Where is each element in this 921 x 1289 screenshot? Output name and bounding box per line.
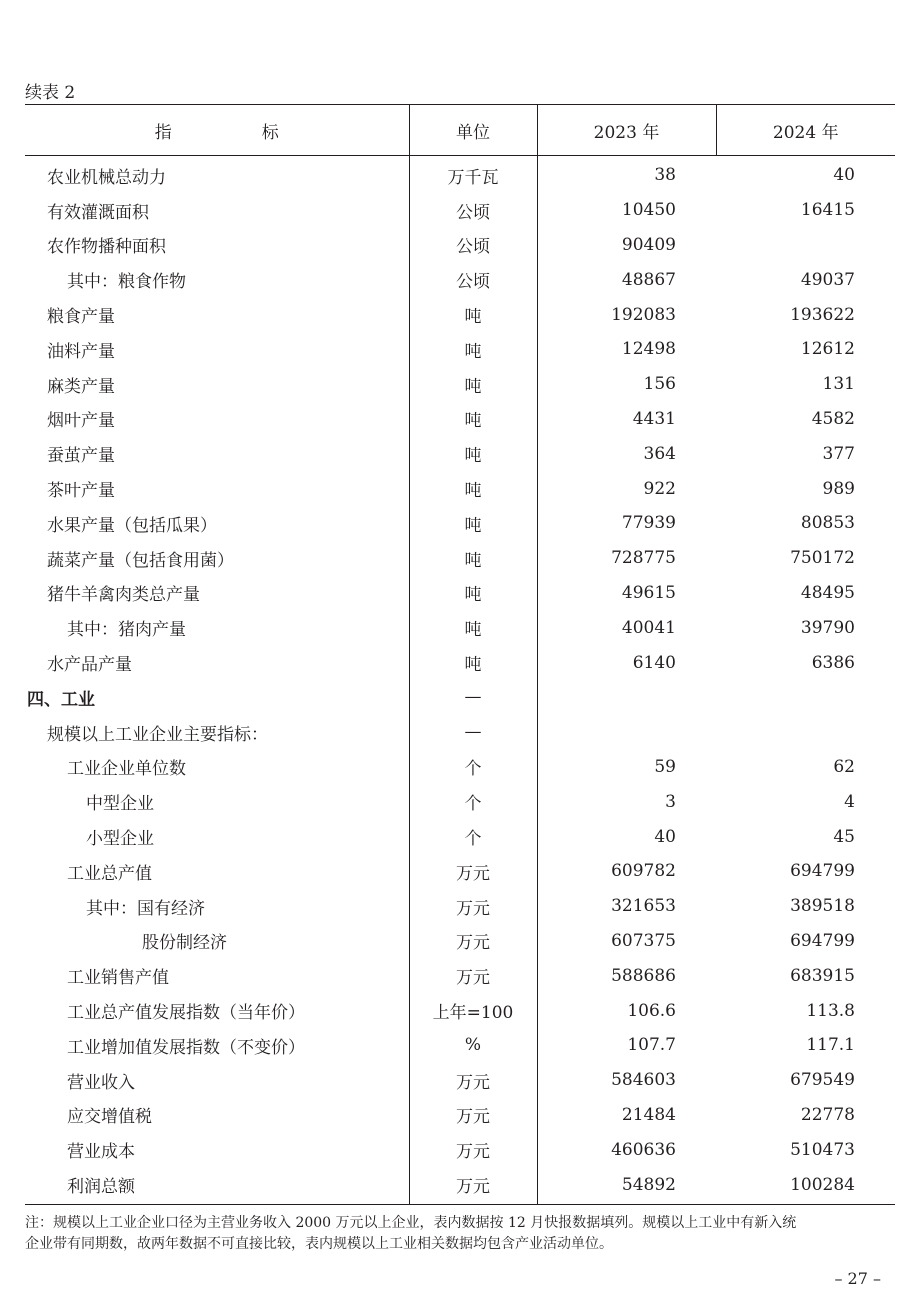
row-value-2024	[716, 715, 895, 750]
row-unit: 公顷	[409, 262, 537, 297]
row-indicator: 农作物播种面积	[47, 237, 166, 258]
row-value-2023: 40	[654, 826, 676, 847]
row-value-2023: 21484	[621, 1104, 676, 1125]
row-value-2023: 10450	[621, 200, 676, 221]
header-unit: 单位	[409, 105, 537, 156]
row-indicator: 规模以上工业企业主要指标：	[47, 724, 268, 745]
row-value-2023: 40041	[621, 617, 676, 638]
row-value-2024: 193622	[790, 304, 855, 325]
row-value-2023: 609782	[611, 861, 676, 882]
row-value-2024: 100284	[716, 1167, 895, 1204]
row-unit: 万元	[409, 854, 537, 889]
table-row	[25, 297, 895, 332]
header-indicator-b: 标	[261, 122, 279, 143]
row-unit: 吨	[409, 332, 537, 367]
table-row	[25, 541, 895, 576]
table-row	[25, 819, 895, 854]
row-value-2024: 49037	[800, 269, 855, 290]
table-row	[25, 1063, 895, 1098]
row-value-2023: 156	[643, 374, 676, 395]
row-value-2023: 922	[643, 478, 676, 499]
header-year-2024: 2024 年	[716, 105, 895, 156]
table-row	[25, 958, 895, 993]
row-value-2023: 6140	[632, 652, 676, 673]
row-value-2023: 107.7	[627, 1035, 676, 1056]
row-unit: 吨	[409, 541, 537, 576]
row-indicator: 有效灌溉面积	[47, 202, 149, 223]
row-value-2024: 4582	[811, 408, 855, 429]
row-value-2024: 694799	[790, 861, 855, 882]
row-unit: 吨	[409, 436, 537, 471]
row-unit: 吨	[409, 506, 537, 541]
row-value-2023: 90409	[621, 234, 676, 255]
row-indicator: 工业总产值	[67, 863, 152, 884]
row-value-2023: 49615	[621, 582, 676, 603]
row-unit: 吨	[409, 576, 537, 611]
row-value-2023: 12498	[621, 339, 676, 360]
table-row	[25, 436, 895, 471]
row-unit: 个	[409, 784, 537, 819]
table-row	[25, 193, 895, 228]
header-indicator	[25, 105, 409, 156]
row-unit: 上年=100	[409, 993, 537, 1028]
row-indicator: 营业成本	[67, 1142, 135, 1163]
table-row	[25, 680, 895, 715]
row-value-2024: 389518	[790, 896, 855, 917]
table-row	[25, 715, 895, 750]
row-value-2024: 131	[822, 374, 855, 395]
row-value-2024: 6386	[811, 652, 855, 673]
row-indicator: 麻类产量	[47, 376, 115, 397]
row-unit: 吨	[409, 645, 537, 680]
header-year-2023: 2023 年	[537, 105, 716, 156]
row-unit: —	[409, 680, 537, 715]
table-row	[25, 610, 895, 645]
row-value-2024: 4	[844, 791, 855, 812]
row-value-2023: 54892	[537, 1167, 716, 1204]
table-row	[25, 784, 895, 819]
table-row	[25, 924, 895, 959]
row-value-2024: 12612	[800, 339, 855, 360]
row-unit: 公顷	[409, 193, 537, 228]
footnote	[25, 1213, 905, 1255]
row-value-2023: 77939	[621, 513, 676, 534]
row-value-2023: 38	[654, 165, 676, 186]
row-indicator: 其中：国有经济	[86, 898, 205, 919]
table-row	[25, 367, 895, 402]
row-indicator: 其中：粮食作物	[67, 272, 186, 293]
row-value-2024	[716, 228, 895, 263]
row-unit: 万元	[409, 889, 537, 924]
row-value-2024: 40	[833, 165, 855, 186]
row-value-2024: 48495	[800, 582, 855, 603]
row-value-2023: 364	[643, 443, 676, 464]
row-indicator: 工业总产值发展指数（当年价）	[67, 1003, 305, 1024]
row-value-2023: 460636	[611, 1139, 676, 1160]
row-value-2024: 39790	[800, 617, 855, 638]
row-indicator: 利润总额	[25, 1167, 409, 1204]
row-value-2024	[716, 680, 895, 715]
row-value-2024: 16415	[800, 200, 855, 221]
row-value-2023: 106.6	[627, 1000, 676, 1021]
table-body	[25, 156, 895, 1205]
row-unit: —	[409, 715, 537, 750]
row-indicator: 蔬菜产量（包括食用菌）	[47, 550, 234, 571]
table-row	[25, 750, 895, 785]
row-indicator: 应交增值税	[67, 1107, 152, 1128]
table-row	[25, 993, 895, 1028]
row-indicator: 水果产量（包括瓜果）	[47, 515, 217, 536]
table-row	[25, 1167, 895, 1204]
statistics-table	[25, 104, 895, 1205]
row-value-2023: 4431	[632, 408, 676, 429]
row-value-2023: 588686	[611, 965, 676, 986]
row-value-2024: 62	[833, 756, 855, 777]
row-value-2024: 750172	[790, 548, 855, 569]
row-value-2024: 679549	[790, 1070, 855, 1091]
table-row	[25, 645, 895, 680]
row-value-2024: 989	[822, 478, 855, 499]
row-indicator: 其中：猪肉产量	[67, 620, 186, 641]
row-value-2024: 80853	[800, 513, 855, 534]
row-indicator: 中型企业	[86, 794, 154, 815]
row-unit: 吨	[409, 471, 537, 506]
row-unit: 公顷	[409, 228, 537, 263]
table-row	[25, 1098, 895, 1133]
row-value-2024: 377	[822, 443, 855, 464]
row-value-2023	[537, 680, 716, 715]
row-unit: 万元	[409, 1167, 537, 1204]
row-unit: %	[409, 1028, 537, 1063]
table-row	[25, 471, 895, 506]
row-indicator: 蚕茧产量	[47, 446, 115, 467]
row-value-2024: 22778	[800, 1104, 855, 1125]
row-unit: 吨	[409, 402, 537, 437]
row-value-2023: 3	[665, 791, 676, 812]
table-row	[25, 262, 895, 297]
row-unit: 万元	[409, 1063, 537, 1098]
row-value-2023: 321653	[611, 896, 676, 917]
row-unit: 个	[409, 819, 537, 854]
row-value-2024: 113.8	[806, 1000, 855, 1021]
header-indicator-a: 指	[154, 122, 172, 143]
row-indicator: 油料产量	[47, 341, 115, 362]
row-unit: 万元	[409, 958, 537, 993]
table-row	[25, 1132, 895, 1167]
row-value-2024: 45	[833, 826, 855, 847]
table-caption: 续表 2	[25, 83, 76, 103]
row-indicator: 工业企业单位数	[67, 759, 186, 780]
row-unit: 个	[409, 750, 537, 785]
row-unit: 万元	[409, 924, 537, 959]
row-value-2023: 48867	[621, 269, 676, 290]
table-row	[25, 402, 895, 437]
row-indicator: 猪牛羊禽肉类总产量	[47, 585, 200, 606]
row-indicator: 股份制经济	[142, 933, 227, 954]
table-row	[25, 332, 895, 367]
row-indicator: 营业收入	[67, 1072, 135, 1093]
row-unit: 吨	[409, 367, 537, 402]
row-value-2024: 694799	[790, 930, 855, 951]
table-row	[25, 156, 895, 193]
footnote-line-2: 企业带有同期数，故两年数据不可直接比较，表内规模以上工业相关数据均包含产业活动单位。	[25, 1236, 613, 1252]
row-value-2024: 117.1	[806, 1035, 855, 1056]
row-unit: 吨	[409, 297, 537, 332]
row-indicator: 工业销售产值	[67, 968, 169, 989]
footnote-line-1: 注：规模以上工业企业口径为主营业务收入 2000 万元以上企业，表内数据按 12 月快报数据填列。规模以上工业中有新入统	[25, 1215, 797, 1231]
row-value-2023: 607375	[611, 930, 676, 951]
table-row	[25, 506, 895, 541]
row-unit: 万千瓦	[409, 156, 537, 193]
row-unit: 吨	[409, 610, 537, 645]
row-indicator: 农业机械总动力	[47, 167, 166, 188]
row-unit: 万元	[409, 1098, 537, 1133]
row-value-2023: 59	[654, 756, 676, 777]
row-indicator: 茶叶产量	[47, 481, 115, 502]
row-indicator: 粮食产量	[47, 307, 115, 328]
row-value-2023: 192083	[611, 304, 676, 325]
table-row	[25, 1028, 895, 1063]
row-value-2023: 728775	[611, 548, 676, 569]
page-number: – 27 –	[834, 1269, 881, 1288]
row-value-2023: 584603	[611, 1070, 676, 1091]
row-indicator: 小型企业	[86, 829, 154, 850]
table-row	[25, 854, 895, 889]
row-value-2023	[537, 715, 716, 750]
row-indicator: 水产品产量	[47, 655, 132, 676]
table-row	[25, 576, 895, 611]
row-unit: 万元	[409, 1132, 537, 1167]
table-header-row	[25, 105, 895, 156]
table-row	[25, 889, 895, 924]
table-row	[25, 228, 895, 263]
row-value-2024: 683915	[790, 965, 855, 986]
row-indicator: 四、工业	[27, 689, 95, 710]
row-value-2024: 510473	[790, 1139, 855, 1160]
row-indicator: 烟叶产量	[47, 411, 115, 432]
row-indicator: 工业增加值发展指数（不变价）	[67, 1037, 305, 1058]
